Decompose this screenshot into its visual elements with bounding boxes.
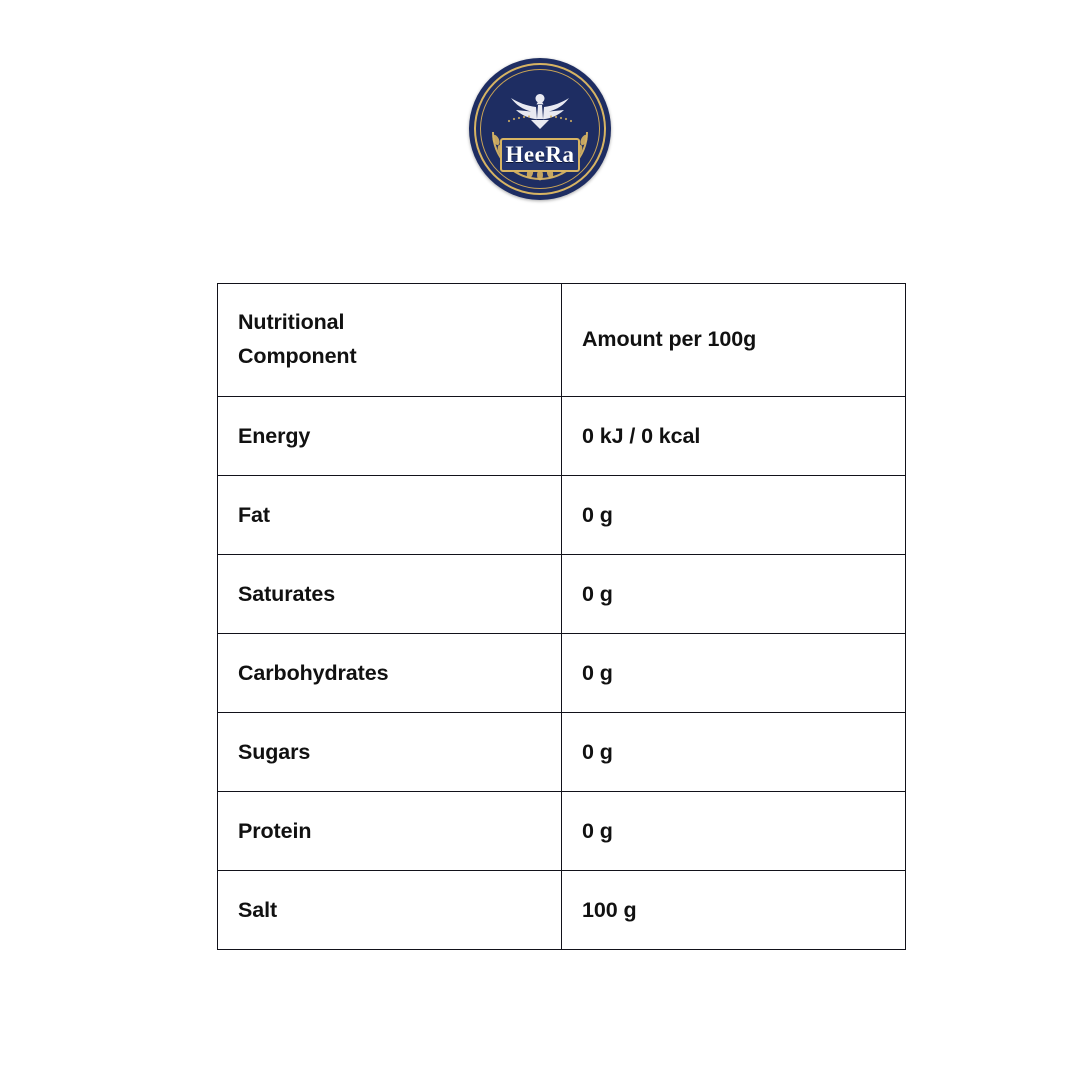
table-header-component bbox=[218, 284, 562, 397]
brand-name: HeeRa bbox=[505, 142, 575, 167]
brand-logo-container bbox=[0, 58, 1080, 200]
eagle-crest-icon bbox=[469, 58, 611, 200]
row-value: 0 g bbox=[562, 634, 906, 713]
row-label: Protein bbox=[218, 792, 562, 871]
table-row bbox=[218, 871, 906, 950]
nutrition-table bbox=[217, 283, 906, 950]
table-header-amount: Amount per 100g bbox=[562, 284, 906, 397]
row-label: Energy bbox=[218, 397, 562, 476]
row-value: 0 g bbox=[562, 555, 906, 634]
brand-logo bbox=[469, 58, 611, 200]
nutrition-table-container bbox=[217, 283, 863, 950]
row-value: 0 g bbox=[562, 713, 906, 792]
table-row bbox=[218, 792, 906, 871]
table-row bbox=[218, 555, 906, 634]
row-value: 0 kJ / 0 kcal bbox=[562, 397, 906, 476]
table-header-component-line1: Nutritional bbox=[238, 309, 345, 334]
row-value: 0 g bbox=[562, 792, 906, 871]
row-value: 100 g bbox=[562, 871, 906, 950]
table-row bbox=[218, 397, 906, 476]
row-label: Carbohydrates bbox=[218, 634, 562, 713]
table-row bbox=[218, 713, 906, 792]
row-label: Fat bbox=[218, 476, 562, 555]
table-row bbox=[218, 476, 906, 555]
row-label: Salt bbox=[218, 871, 562, 950]
table-header-row bbox=[218, 284, 906, 397]
table-header-component-line2: Component bbox=[238, 344, 357, 368]
row-label: Saturates bbox=[218, 555, 562, 634]
table-row bbox=[218, 634, 906, 713]
row-value: 0 g bbox=[562, 476, 906, 555]
row-label: Sugars bbox=[218, 713, 562, 792]
